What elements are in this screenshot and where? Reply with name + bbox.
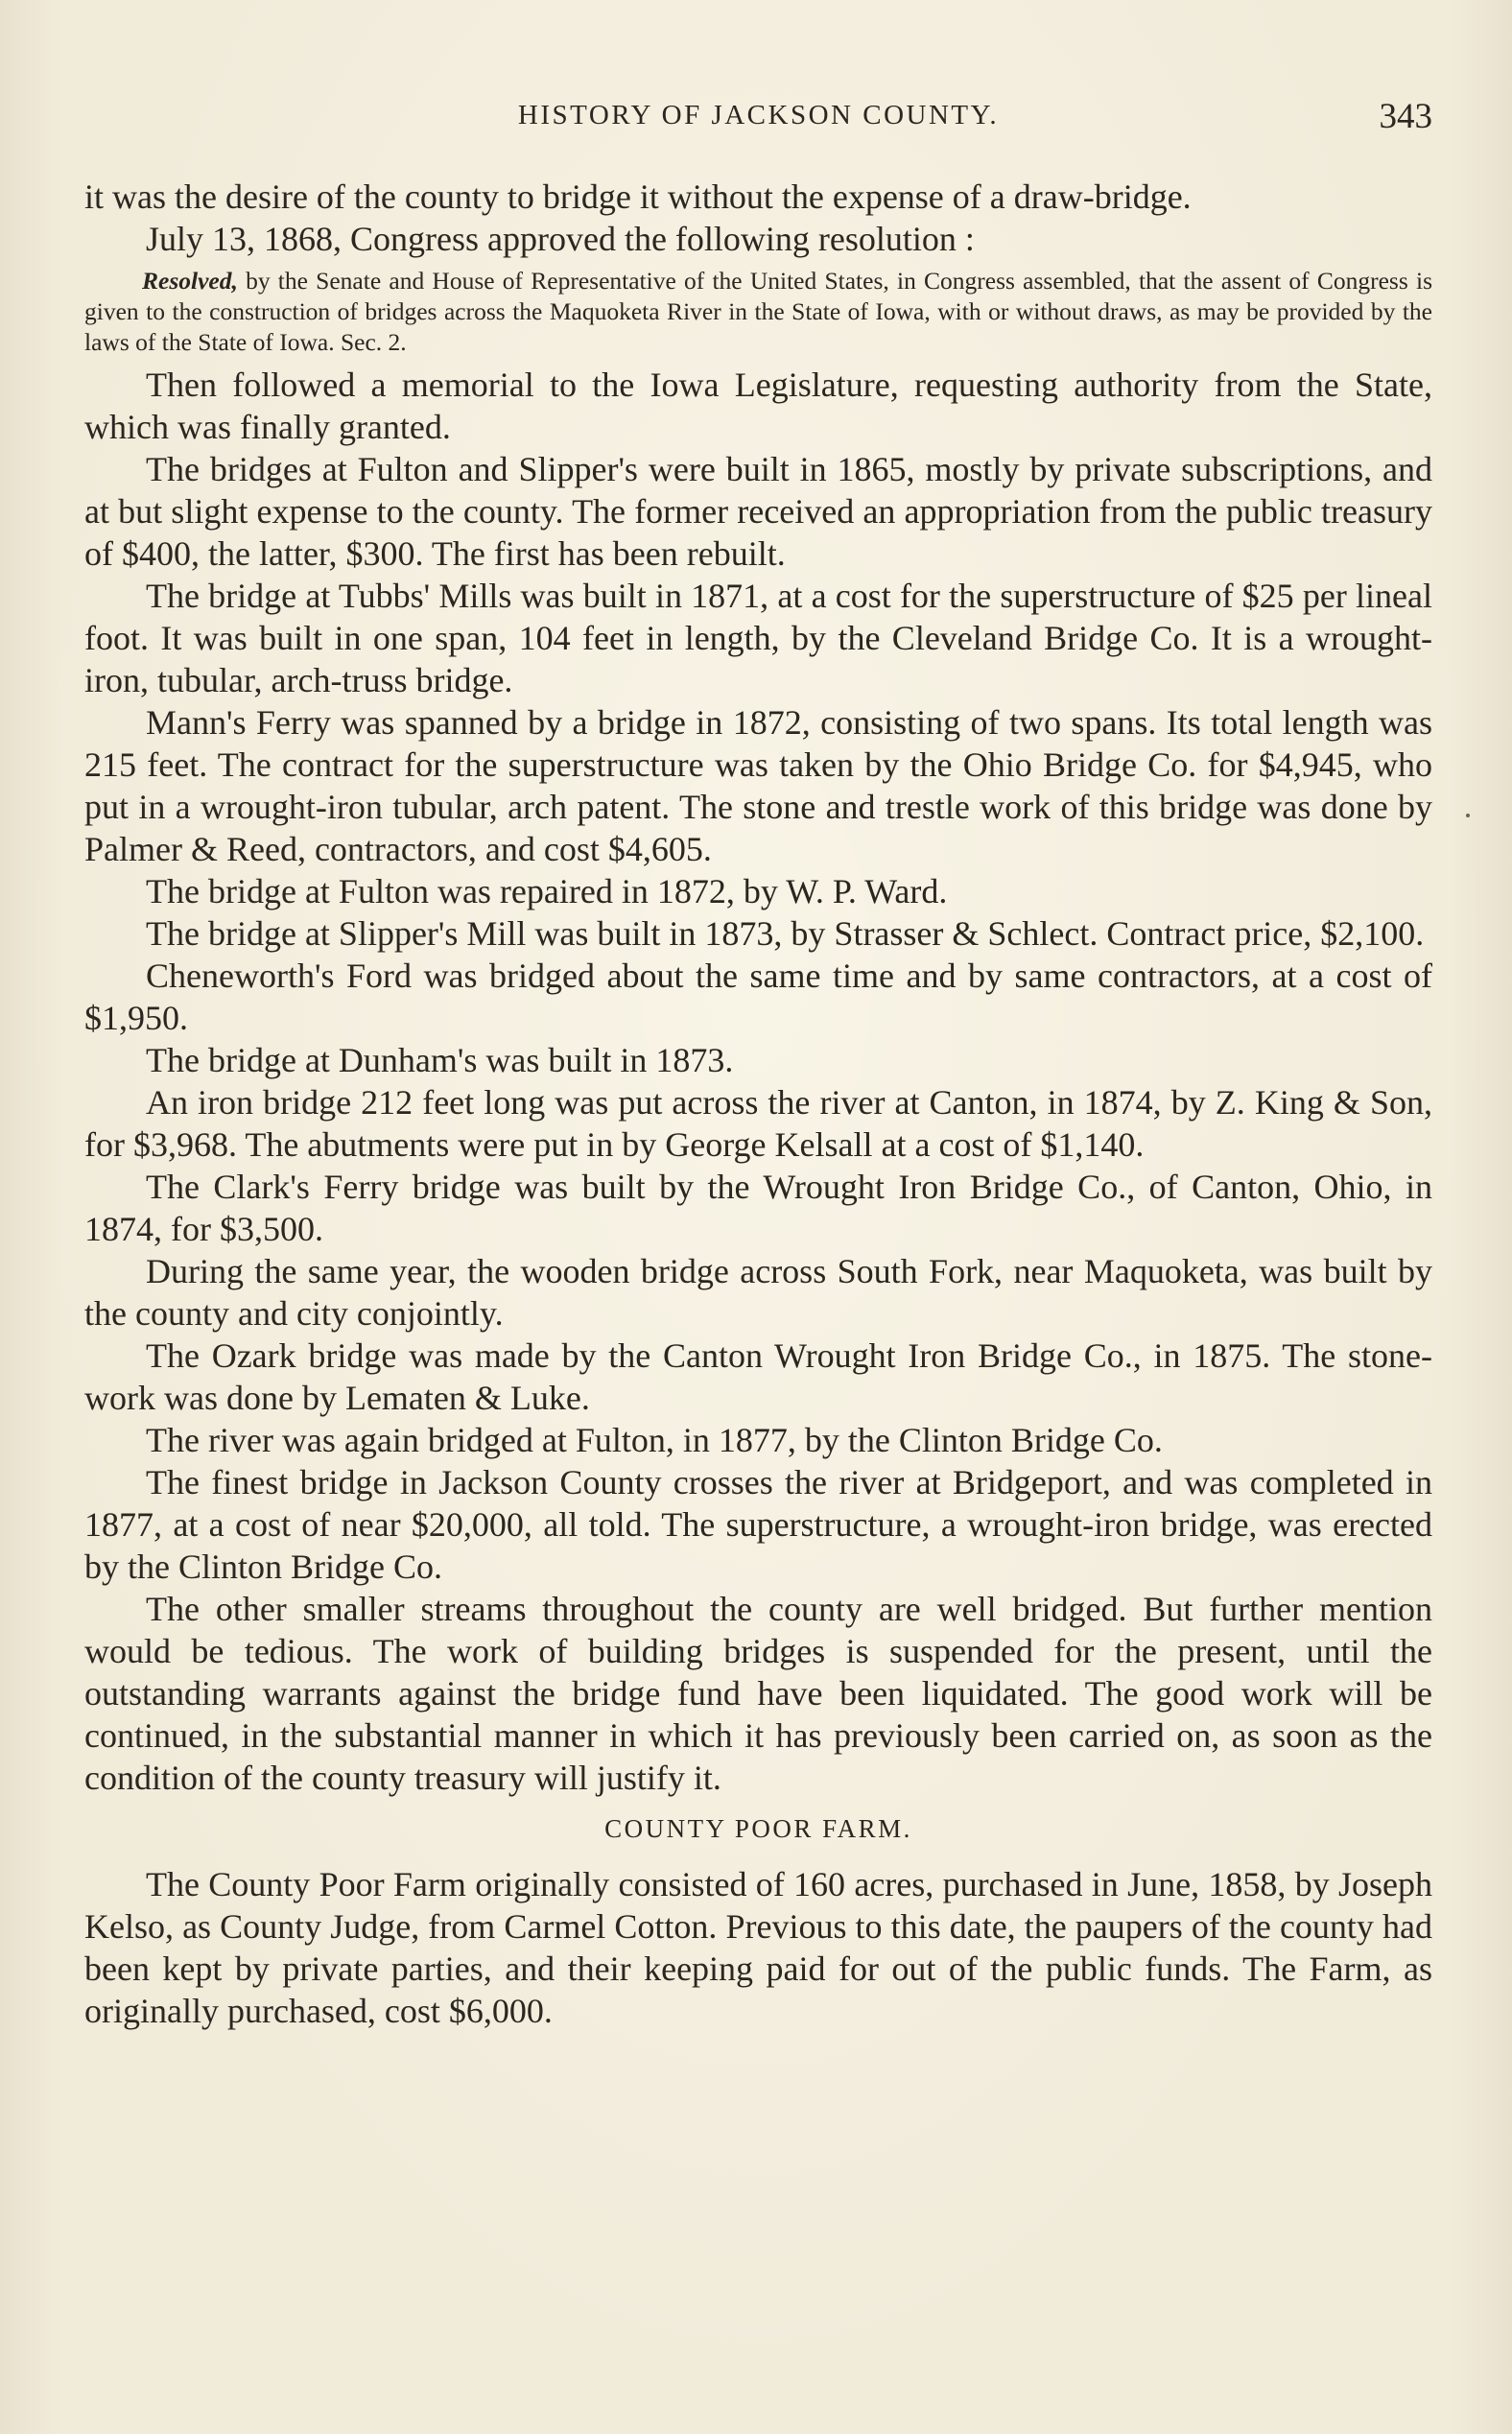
paragraph-fulton-slippers: The bridges at Fulton and Slipper's were built in 1865, mostly by private subscriptions, and at but slight expense to the county. The former received an appropriation from the public treasury of $400, the latter, $300. The first has been rebuilt. (84, 450, 1432, 573)
paragraph-smaller-streams: The other smaller streams throughout the county are well bridged. But further mention would be tedious. The work of building bridges is suspended for the present, until the outstanding warrants against the bridge fund have been liquidated. The good work will be continued, in the substantial manner in which it has previously been carried on, as soon as the condition of the county treasury will justify it. (84, 1590, 1432, 1797)
resolution-text: by the Senate and House of Representative of the United States, in Congress assembled, that the assent of Congress is given to the construction of bridges across the Maquoketa River in the State of Iowa, with or without draws, as may be provided by the laws of the State of Iowa. Sec. 2. (84, 267, 1432, 356)
paragraph-south-fork: During the same year, the wooden bridge across South Fork, near Maquoketa, was built by the county and city conjointly. (84, 1252, 1432, 1333)
running-head (84, 94, 1432, 142)
paragraph-ozark-bridge: The Ozark bridge was made by the Canton Wrought Iron Bridge Co., in 1875. The stone-work was done by Lematen & Luke. (84, 1336, 1432, 1417)
margin-speck (1466, 814, 1470, 817)
page-number: 343 (1379, 97, 1432, 136)
running-title: HISTORY OF JACKSON COUNTY. (517, 100, 1000, 130)
resolution-quote (84, 266, 1432, 358)
paragraph-congress-approval: July 13, 1868, Congress approved the following resolution : (146, 220, 975, 258)
paragraph-memorial: Then followed a memorial to the Iowa Legislature, requesting authority from the State, which was finally granted. (84, 366, 1432, 446)
paragraph-slippers-mill: The bridge at Slipper's Mill was built in 1873, by Strasser & Schlect. Contract price, $2,100. (146, 914, 1425, 953)
paragraph-canton-iron-bridge: An iron bridge 212 feet long was put across the river at Canton, in 1874, by Z. King & Son, for $3,968. The abutments were put in by George Kelsall at a cost of $1,140. (84, 1083, 1432, 1164)
paragraph-poor-farm: The County Poor Farm originally consisted of 160 acres, purchased in June, 1858, by Joseph Kelso, as County Judge, from Carmel Cotton. Previous to this date, the paupers of the county had been kept by private parties, and their keeping paid for out of the public funds. The Farm, as originally purchased, cost $6,000. (84, 1865, 1432, 2030)
paragraph-continued: it was the desire of the county to bridge it without the expense of a draw-bridge. (84, 177, 1192, 216)
paragraph-fulton-repair: The bridge at Fulton was repaired in 1872, by W. P. Ward. (146, 872, 948, 910)
paragraph-bridgeport: The finest bridge in Jackson County crosses the river at Bridgeport, and was completed in 1877, at a cost of near $20,000, all told. The superstructure, a wrought-iron bridge, was erected by the Clinton Bridge Co. (84, 1463, 1432, 1586)
paragraph-cheneworths-ford: Cheneworth's Ford was bridged about the same time and by same contractors, at a cost of $1,950. (84, 957, 1432, 1037)
paragraph-manns-ferry: Mann's Ferry was spanned by a bridge in 1872, consisting of two spans. Its total length was 215 feet. The contract for the superstructure was taken by the Ohio Bridge Co. for $4,945, who put in a wrought-iron tubular, arch patent. The stone and trestle work of this bridge was done by Palmer & Reed, contractors, and cost $4,605. (84, 703, 1432, 868)
text-block (84, 176, 1432, 2032)
paragraph-fulton-rebridged: The river was again bridged at Fulton, in 1877, by the Clinton Bridge Co. (146, 1421, 1163, 1459)
paragraph-clarks-ferry: The Clark's Ferry bridge was built by the Wrought Iron Bridge Co., of Canton, Ohio, in 1874, for $3,500. (84, 1168, 1432, 1248)
section-heading: COUNTY POOR FARM. (604, 1814, 912, 1843)
paragraph-tubbs-mills: The bridge at Tubbs' Mills was built in 1871, at a cost for the superstructure of $25 per lineal foot. It was built in one span, 104 feet in length, by the Cleveland Bridge Co. It is a wrought-iron, tubular, arch-truss bridge. (84, 577, 1432, 699)
resolution-lead: Resolved, (142, 267, 238, 295)
paragraph-dunhams: The bridge at Dunham's was built in 1873. (146, 1041, 734, 1079)
